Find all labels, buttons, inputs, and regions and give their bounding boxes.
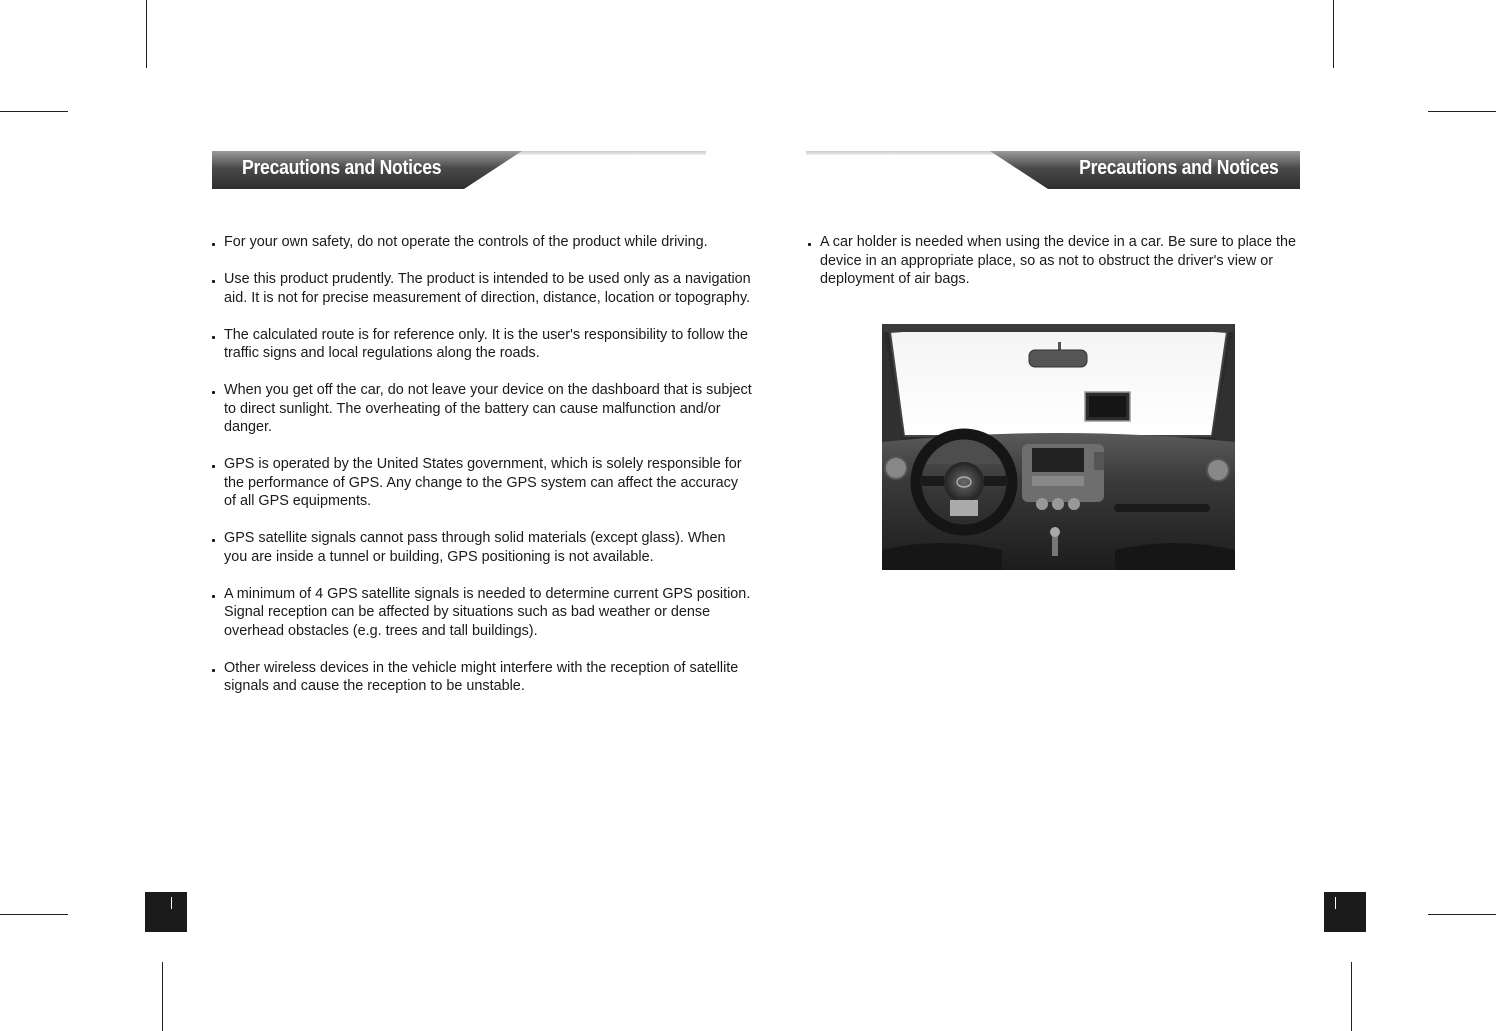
list-item-text: A minimum of 4 GPS satellite signals is needed to determine current GPS position. Signal reception can be affected by situations such as bad weather or dense overhead obstacles (e.g. trees and tall buildings). [224, 585, 751, 639]
list-item [212, 381, 752, 437]
crop-mark [146, 0, 147, 68]
crop-mark [1428, 914, 1496, 915]
page-number-tab [145, 892, 187, 932]
bullet-icon [212, 669, 215, 672]
crop-mark [162, 962, 163, 1031]
crop-mark [1351, 962, 1352, 1031]
list-item-text: For your own safety, do not operate the controls of the product while driving. [224, 234, 708, 250]
bullet-icon [212, 595, 215, 598]
bullet-icon [212, 539, 215, 542]
bullet-icon [212, 336, 215, 339]
list-item-text: Use this product prudently. The product is intended to be used only as a navigation aid. It is not for precise measurement of direction, distance, location or topography. [224, 271, 751, 306]
section-header-right [806, 151, 1300, 189]
list-item-text: A car holder is needed when using the device in a car. Be sure to place the device in an appropriate place, so as not to obstruct the driver's view or deployment of air bags. [820, 234, 1296, 287]
list-item [212, 233, 752, 252]
crop-mark [1333, 0, 1334, 68]
list-item-text: The calculated route is for reference only. It is the user's responsibility to follow the traffic signs and local regulations along the roads. [224, 326, 748, 361]
section-header-left [212, 151, 706, 189]
list-item-text: GPS satellite signals cannot pass through solid materials (except glass). When you are inside a tunnel or building, GPS positioning is not available. [224, 530, 726, 565]
list-item [212, 326, 752, 363]
precautions-list-right [808, 233, 1308, 289]
bullet-icon [212, 465, 215, 468]
page-tab-mark [1335, 897, 1336, 909]
bullet-icon [212, 391, 215, 394]
list-item [212, 270, 752, 307]
list-item [212, 529, 752, 566]
list-item-text: GPS is operated by the United States government, which is solely responsible for the performance of GPS. Any change to the GPS system can affect the accuracy of all GPS equipments. [224, 456, 742, 509]
page-tab-mark [171, 897, 172, 909]
crop-mark [0, 914, 68, 915]
page-number-tab [1324, 892, 1366, 932]
list-item-text: Other wireless devices in the vehicle might interfere with the reception of satellite signals and cause the reception to be unstable. [224, 659, 739, 694]
car-dashboard-illustration [882, 324, 1235, 570]
page-title: Precautions and Notices [1078, 157, 1278, 179]
crop-mark [1428, 111, 1496, 112]
bullet-icon [212, 243, 215, 246]
list-item-text: When you get off the car, do not leave your device on the dashboard that is subject to direct sunlight. The overheating of the battery can cause malfunction and/or danger. [224, 382, 752, 435]
list-item [212, 455, 752, 511]
list-item [212, 585, 752, 641]
list-item [212, 659, 752, 696]
crop-mark [0, 111, 68, 112]
precautions-list-left [212, 233, 752, 696]
bullet-icon [808, 243, 811, 246]
page-title: Precautions and Notices [242, 157, 442, 179]
list-item [808, 233, 1308, 289]
bullet-icon [212, 280, 215, 283]
